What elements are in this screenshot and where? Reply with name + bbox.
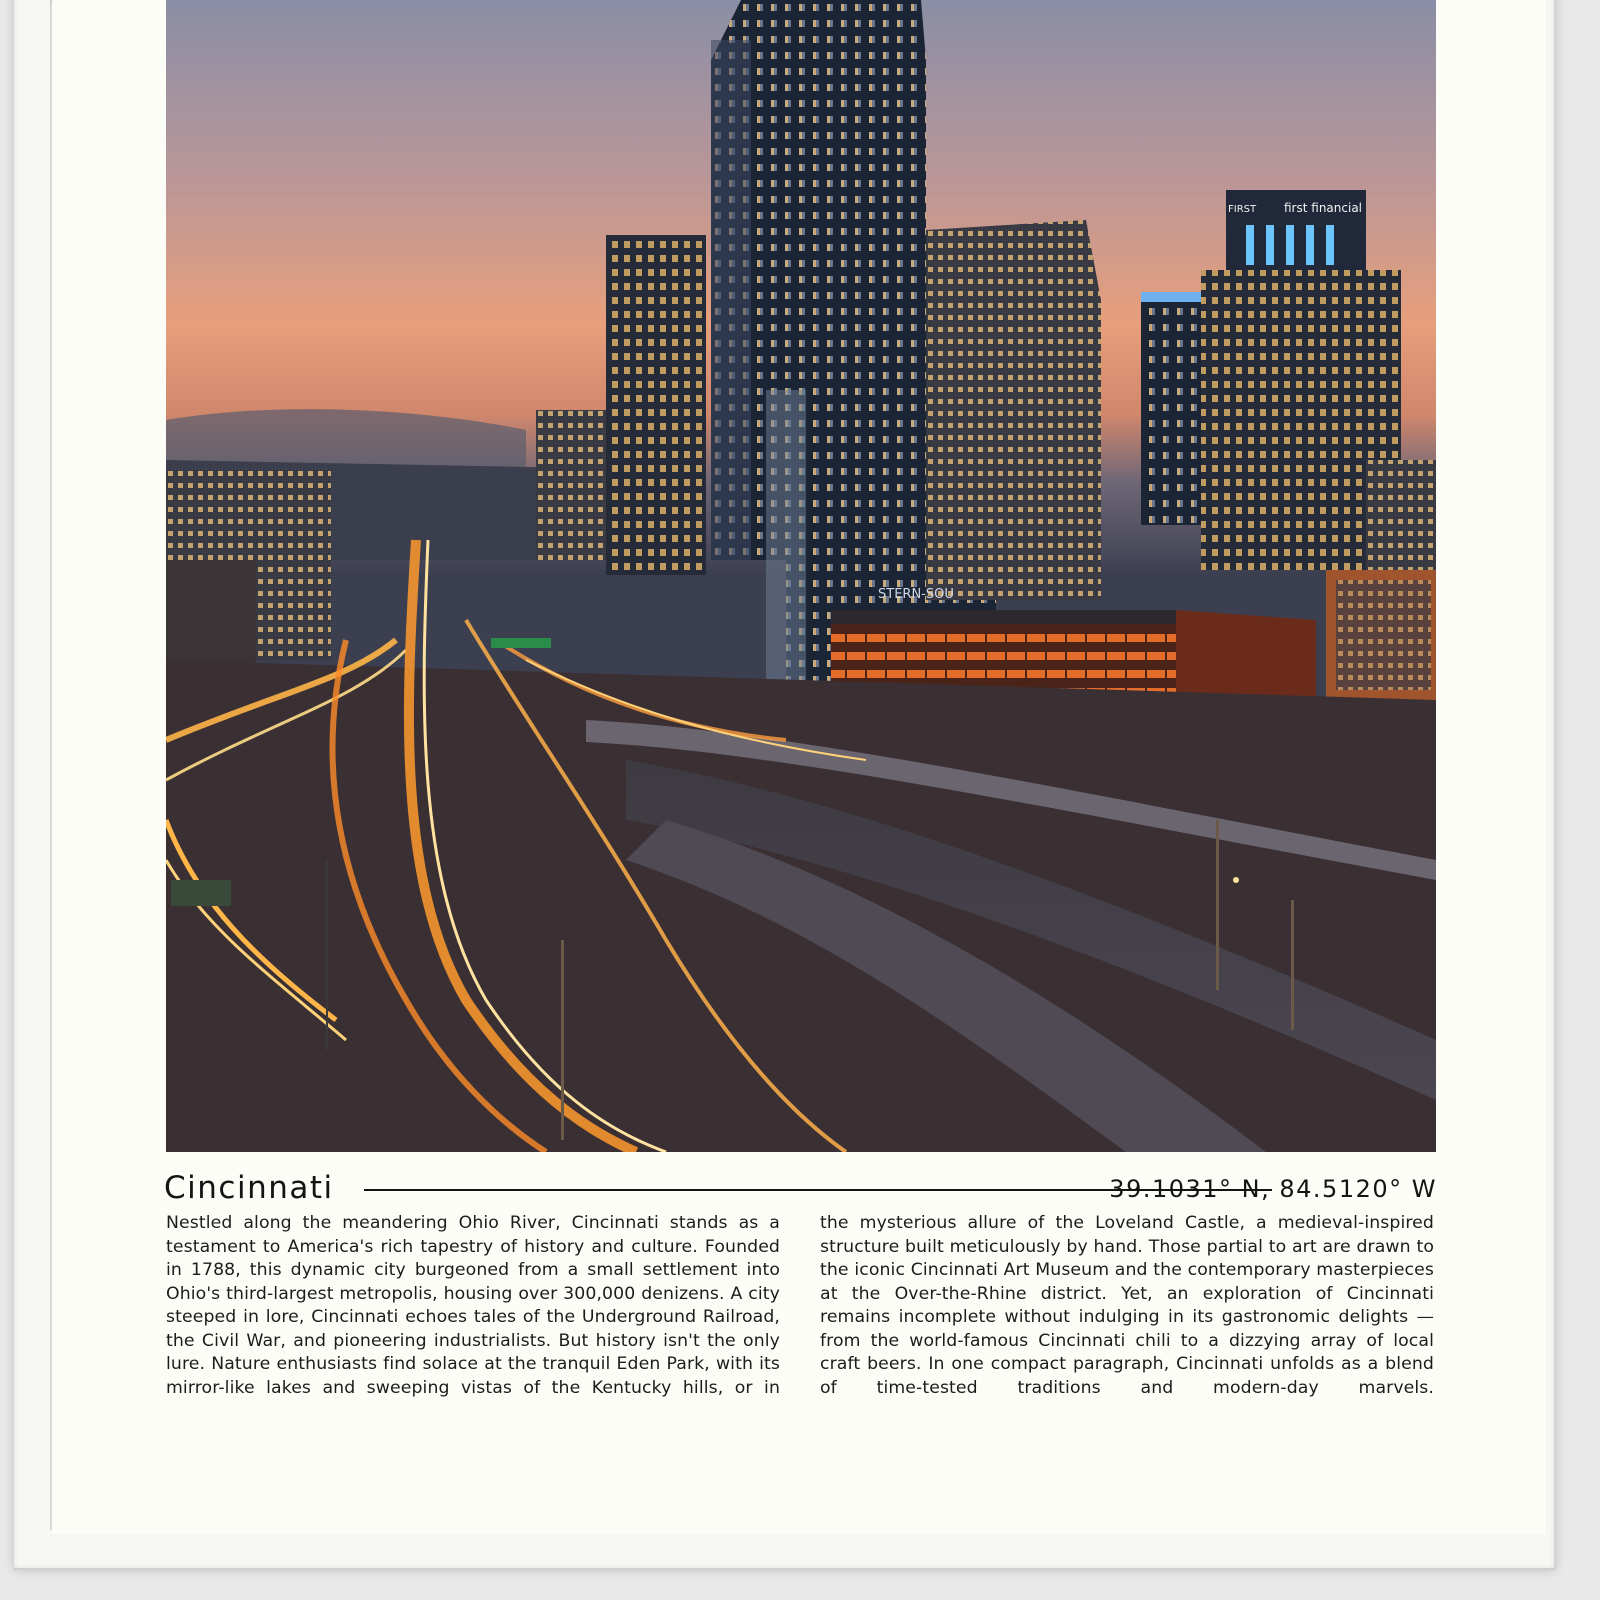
sign-first: FIRST bbox=[1228, 204, 1257, 215]
city-coordinates: 39.1031° N, 84.5120° W bbox=[1109, 1175, 1437, 1203]
sign-stern-sou: STERN-SOU bbox=[878, 587, 954, 602]
description-left-column: Nestled along the meandering Ohio River, Cincinnati stands as a testament to America's rich tapestry of history and culture. Founded in 1788, this dynamic city burgeoned from a small settlement into Ohio's third-largest metropolis, housing over 300,000 denizens. A city steeped in lore, Cincinnati echoes tales of the Underground Railroad, the Civil War, and pioneering industrialists. But history isn't the only lure. Nature enthusiasts find solace at the tranquil Eden Park, with its mirror-like lakes and sweeping vistas of the Kentucky hills, or in bbox=[166, 1213, 780, 1398]
skyline-illustration bbox=[166, 0, 1436, 1152]
description-right-column: the mysterious allure of the Loveland Castle, a medieval-inspired structure built meticulously by hand. Those partial to art are drawn to the iconic Cincinnati Art Museum and the contemporary masterpieces at the Over-the-Rhine district. Yet, an exploration of Cincinnati remains incomplete without indulging in its gastronomic delights — from the world-famous Cincinnati chili to a dizzying array of local craft beers. In one compact paragraph, Cincinnati unfolds as a blend of time-tested traditions and modern-day marvels. bbox=[820, 1213, 1434, 1398]
sign-first-financial: first financial bbox=[1284, 201, 1363, 215]
city-skyline-photo bbox=[166, 0, 1436, 1152]
title-row bbox=[164, 1170, 1437, 1210]
city-title: Cincinnati bbox=[164, 1170, 334, 1206]
